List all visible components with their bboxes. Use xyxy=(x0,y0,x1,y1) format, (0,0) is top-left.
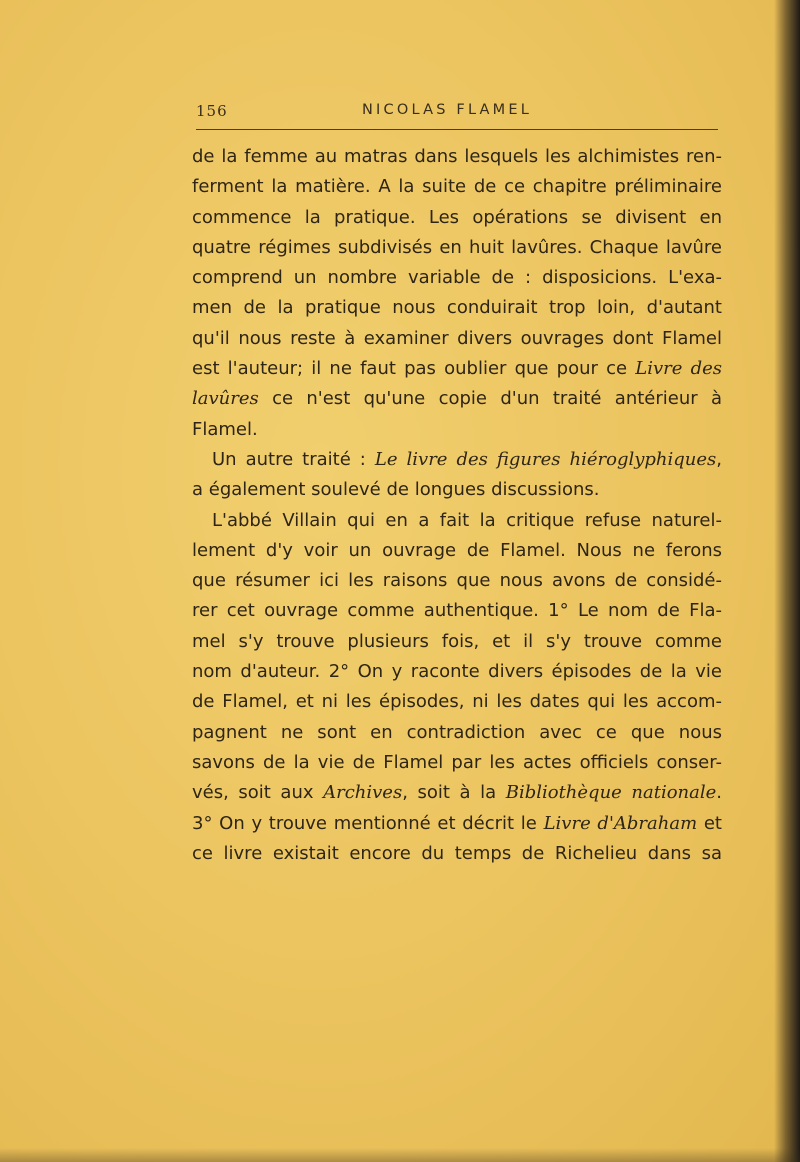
text-segment: pagnent ne sont en contradiction avec ce que nous xyxy=(192,721,722,743)
text-line xyxy=(192,172,722,202)
page-number: 156 xyxy=(196,102,228,120)
text-segment: de la femme au matras dans lesquels les alchimistes ren- xyxy=(192,146,722,167)
text-line xyxy=(192,627,722,657)
text-segment: vés, soit aux xyxy=(192,782,324,804)
text-segment: L'abbé Villain qui en a fait la critique refuse naturel- xyxy=(212,509,722,531)
text-line xyxy=(192,142,722,172)
text-segment: comprend un nombre variable de : disposicions. L'exa- xyxy=(192,267,722,289)
text-segment: , xyxy=(716,448,722,470)
text-segment: nom d'auteur. 2° On y raconte divers épisodes de la vie xyxy=(192,661,722,683)
text-line xyxy=(192,506,722,536)
italic-text-segment: Archives xyxy=(323,782,403,804)
text-segment: . xyxy=(716,782,722,804)
text-line xyxy=(192,748,722,778)
text-segment: a également soulevé de longues discussions. xyxy=(192,479,600,501)
text-line xyxy=(192,657,722,687)
italic-text-segment: Bibliothèque nationale xyxy=(505,782,717,804)
text-line xyxy=(192,415,722,445)
body-text xyxy=(192,142,722,869)
text-segment: commence la pratique. Les opérations se divisent en xyxy=(192,206,722,228)
text-segment: rer cet ouvrage comme authentique. 1° Le nom de Fla- xyxy=(192,600,722,622)
text-segment: de Flamel, et ni les épisodes, ni les dates qui les accom- xyxy=(192,691,722,713)
text-line xyxy=(192,687,722,717)
text-segment: mel s'y trouve plusieurs fois, et il s'y trouve comme xyxy=(192,630,722,652)
page-header xyxy=(192,102,720,126)
text-segment: que résumer ici les raisons que nous avons de considé- xyxy=(192,570,722,592)
text-line xyxy=(192,263,722,293)
text-line xyxy=(192,566,722,596)
text-line xyxy=(192,536,722,566)
text-line xyxy=(192,809,722,839)
page-bottom-shadow xyxy=(0,1148,800,1162)
text-line xyxy=(192,354,722,384)
text-line xyxy=(192,475,722,505)
header-rule xyxy=(196,129,718,130)
text-line xyxy=(192,384,722,414)
text-segment: Un autre traité : xyxy=(212,448,375,470)
text-segment: men de la pratique nous conduirait trop loin, d'autant xyxy=(192,297,722,319)
text-segment: ferment la matière. A la suite de ce chapitre préliminaire xyxy=(192,176,722,198)
italic-text-segment: Livre d'Abraham xyxy=(543,812,698,834)
text-segment: ce n'est qu'une copie d'un traité antérieur à xyxy=(258,388,722,410)
text-line xyxy=(192,293,722,323)
text-segment: , soit à la xyxy=(402,782,506,804)
text-segment: 3° On y trouve mentionné et décrit le xyxy=(192,812,544,834)
text-line xyxy=(192,718,722,748)
italic-text-segment: Livre des xyxy=(635,358,722,380)
text-line xyxy=(192,839,722,869)
page-binding-shadow xyxy=(774,0,800,1162)
text-line xyxy=(192,233,722,263)
italic-text-segment: lavûres xyxy=(192,388,259,410)
text-segment: ce livre existait encore du temps de Richelieu dans sa xyxy=(192,842,722,864)
text-line xyxy=(192,778,722,808)
text-segment: qu'il nous reste à examiner divers ouvrages dont Flamel xyxy=(192,327,722,349)
text-line xyxy=(192,324,722,354)
text-segment: lement d'y voir un ouvrage de Flamel. Nous ne ferons xyxy=(192,539,722,561)
italic-text-segment: Le livre des figures hiéroglyphiques xyxy=(374,448,717,470)
text-segment: Flamel. xyxy=(192,418,258,440)
text-segment: est l'auteur; il ne faut pas oublier que pour ce xyxy=(192,358,636,380)
running-title: NICOLAS FLAMEL xyxy=(362,102,533,118)
text-segment: savons de la vie de Flamel par les actes officiels conser- xyxy=(192,751,722,773)
text-line xyxy=(192,445,722,475)
text-segment: et xyxy=(697,812,722,834)
text-segment: quatre régimes subdivisés en huit lavûres. Chaque lavûre xyxy=(192,236,722,258)
text-line xyxy=(192,203,722,233)
text-line xyxy=(192,596,722,626)
